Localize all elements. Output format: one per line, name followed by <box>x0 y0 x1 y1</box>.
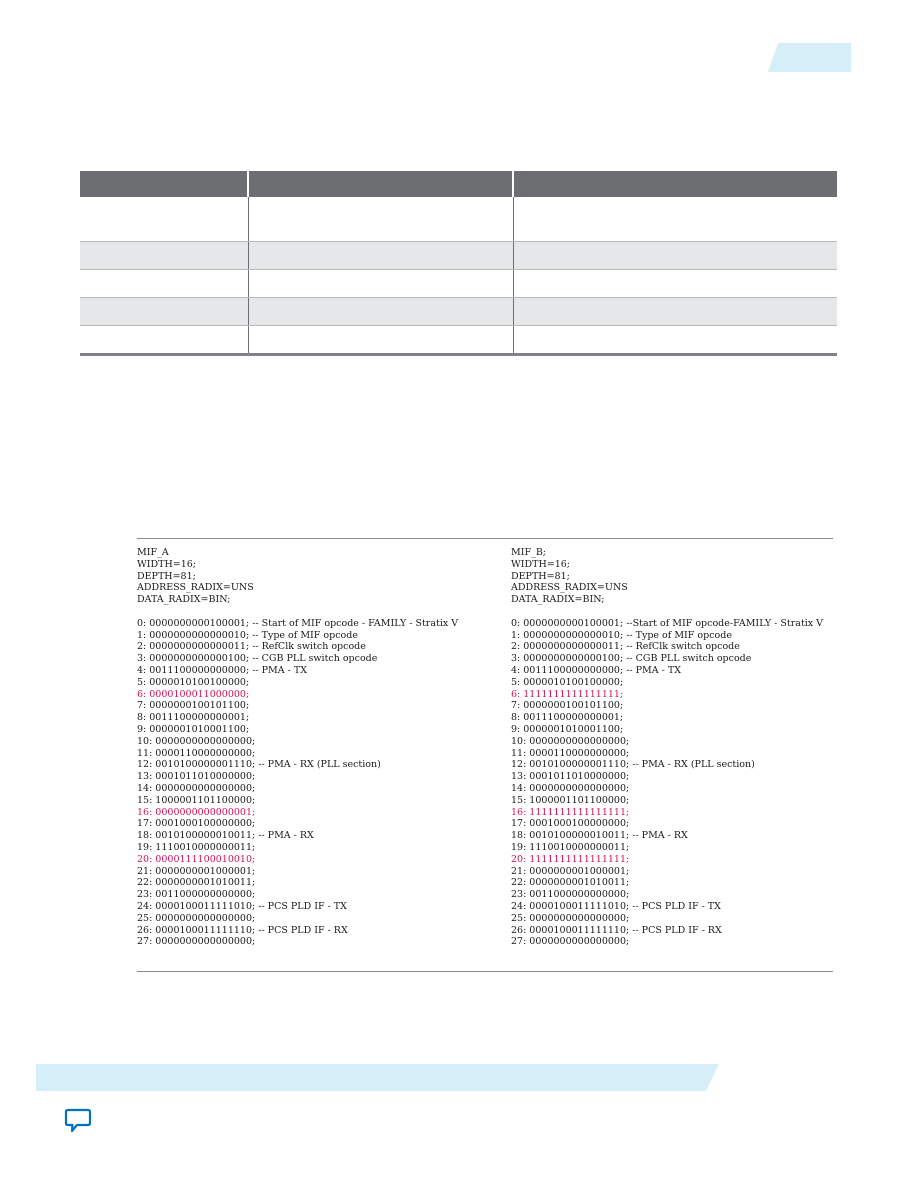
table-cell <box>248 197 513 242</box>
code-header-line: DATA_RADIX=BIN; <box>511 594 605 606</box>
code-line: 21: 0000000001000001; <box>511 865 630 877</box>
code-line: 2: 0000000000000011; -- RefClk switch opcode <box>511 641 740 653</box>
code-line: 24: 0000100011111010; -- PCS PLD IF - TX <box>511 900 721 912</box>
code-line: 18: 0010100000010011; -- PMA - RX <box>511 830 688 842</box>
code-blank-line <box>511 606 823 618</box>
code-line-changed: 6: 1111111111111111; <box>511 688 624 700</box>
code-line: 2: 0000000000000011; -- RefClk switch opcode <box>137 641 366 653</box>
feedback-button[interactable] <box>64 1108 92 1134</box>
table-header-cell <box>80 171 248 197</box>
code-line: 10: 0000000000000000; <box>511 735 630 747</box>
code-line: 3: 0000000000000100; -- CGB PLL switch opcode <box>511 653 752 665</box>
code-line-changed: 20: 0000111100010010; <box>137 853 256 865</box>
code-line-changed: 6: 0000100011000000; <box>137 688 250 700</box>
table-cell <box>248 326 513 355</box>
table-cell <box>513 326 837 355</box>
code-blank-line <box>137 606 458 618</box>
code-line: 19: 1110010000000011; <box>137 841 256 853</box>
code-line: 5: 0000010100100000; <box>137 676 250 688</box>
table-header-row <box>80 171 837 197</box>
table-cell <box>80 326 248 355</box>
parameter-table <box>80 171 837 356</box>
code-line-changed: 20: 1111111111111111; <box>511 853 630 865</box>
code-line: 12: 0010100000001110; -- PMA - RX (PLL section) <box>137 759 381 771</box>
code-header-line: MIF_B; <box>511 547 547 558</box>
code-line: 25: 0000000000000000; <box>511 912 630 924</box>
code-header-line: DEPTH=81; <box>511 570 570 582</box>
code-line: 26: 0000100011111110; -- PCS PLD IF - RX <box>137 924 348 936</box>
code-line: 13: 0001011010000000; <box>511 771 630 783</box>
code-line: 9: 0000001010001100; <box>511 723 624 735</box>
table-row <box>80 326 837 355</box>
table-cell <box>513 270 837 298</box>
code-line: 8: 0011100000000001; <box>137 712 250 724</box>
footer-band <box>36 1064 719 1091</box>
table-cell <box>513 298 837 326</box>
code-line: 18: 0010100000010011; -- PMA - RX <box>137 830 314 842</box>
table-cell <box>513 197 837 242</box>
code-line: 23: 0011000000000000; <box>511 889 630 901</box>
code-line: 1: 0000000000000010; -- Type of MIF opcode <box>511 629 732 641</box>
code-header-line: DATA_RADIX=BIN; <box>137 594 231 606</box>
table-cell <box>248 242 513 270</box>
code-line: 1: 0000000000000010; -- Type of MIF opcode <box>137 629 358 641</box>
code-header-line: WIDTH=16; <box>137 558 197 570</box>
mif-b-code-listing <box>511 547 823 948</box>
code-line: 17: 0001000100000000; <box>137 818 256 830</box>
code-line: 17: 0001000100000000; <box>511 818 630 830</box>
code-line: 15: 1000001101100000; <box>137 794 256 806</box>
code-line: 13: 0001011010000000; <box>137 771 256 783</box>
speech-bubble-icon <box>64 1108 92 1134</box>
code-line: 7: 0000000100101100; <box>511 700 624 712</box>
code-line: 12: 0010100000001110; -- PMA - RX (PLL section) <box>511 759 755 771</box>
table-row <box>80 270 837 298</box>
code-line: 9: 0000001010001100; <box>137 723 250 735</box>
page-corner-tab <box>768 43 851 72</box>
code-line-changed: 16: 0000000000000001; <box>137 806 256 818</box>
table-cell <box>248 298 513 326</box>
table-row <box>80 197 837 242</box>
code-header-line: WIDTH=16; <box>511 558 571 570</box>
code-line: 3: 0000000000000100; -- CGB PLL switch opcode <box>137 653 378 665</box>
code-line: 5: 0000010100100000; <box>511 676 624 688</box>
code-line: 23: 0011000000000000; <box>137 889 256 901</box>
code-line: 8: 0011100000000001; <box>511 712 624 724</box>
code-line: 25: 0000000000000000; <box>137 912 256 924</box>
code-line: 27: 0000000000000000; <box>137 936 256 948</box>
code-line-changed: 16: 1111111111111111; <box>511 806 630 818</box>
code-line: 24: 0000100011111010; -- PCS PLD IF - TX <box>137 900 347 912</box>
code-line: 15: 1000001101100000; <box>511 794 630 806</box>
code-line: 27: 0000000000000000; <box>511 936 630 948</box>
mif-comparison-figure <box>137 538 833 972</box>
code-line: 21: 0000000001000001; <box>137 865 256 877</box>
code-line: 11: 0000110000000000; <box>137 747 256 759</box>
code-line: 22: 0000000001010011; <box>137 877 256 889</box>
code-line: 14: 0000000000000000; <box>511 782 630 794</box>
mif-a-code-listing <box>137 547 458 948</box>
code-line: 26: 0000100011111110; -- PCS PLD IF - RX <box>511 924 722 936</box>
table-cell <box>513 242 837 270</box>
table-cell <box>80 242 248 270</box>
code-line: 0: 0000000000100001; --Start of MIF opcode-FAMILY - Stratix V <box>511 617 824 629</box>
code-line: 7: 0000000100101100; <box>137 700 250 712</box>
code-line: 4: 0011100000000000; -- PMA - TX <box>137 664 307 676</box>
code-line: 10: 0000000000000000; <box>137 735 256 747</box>
code-line: 14: 0000000000000000; <box>137 782 256 794</box>
code-line: 11: 0000110000000000; <box>511 747 630 759</box>
table-cell <box>80 270 248 298</box>
code-line: 4: 0011100000000000; -- PMA - TX <box>511 664 681 676</box>
table-header-cell <box>248 171 513 197</box>
code-header-line: ADDRESS_RADIX=UNS <box>511 582 628 594</box>
code-header-line: ADDRESS_RADIX=UNS <box>137 582 254 594</box>
table-header-cell <box>513 171 837 197</box>
code-line: 19: 1110010000000011; <box>511 841 630 853</box>
table-cell <box>80 197 248 242</box>
code-line: 22: 0000000001010011; <box>511 877 630 889</box>
table-row <box>80 298 837 326</box>
code-header-line: MIF_A <box>137 547 169 558</box>
code-line: 0: 0000000000100001; -- Start of MIF opcode - FAMILY - Stratix V <box>137 617 459 629</box>
table-cell <box>80 298 248 326</box>
table-row <box>80 242 837 270</box>
table-cell <box>248 270 513 298</box>
code-header-line: DEPTH=81; <box>137 570 196 582</box>
